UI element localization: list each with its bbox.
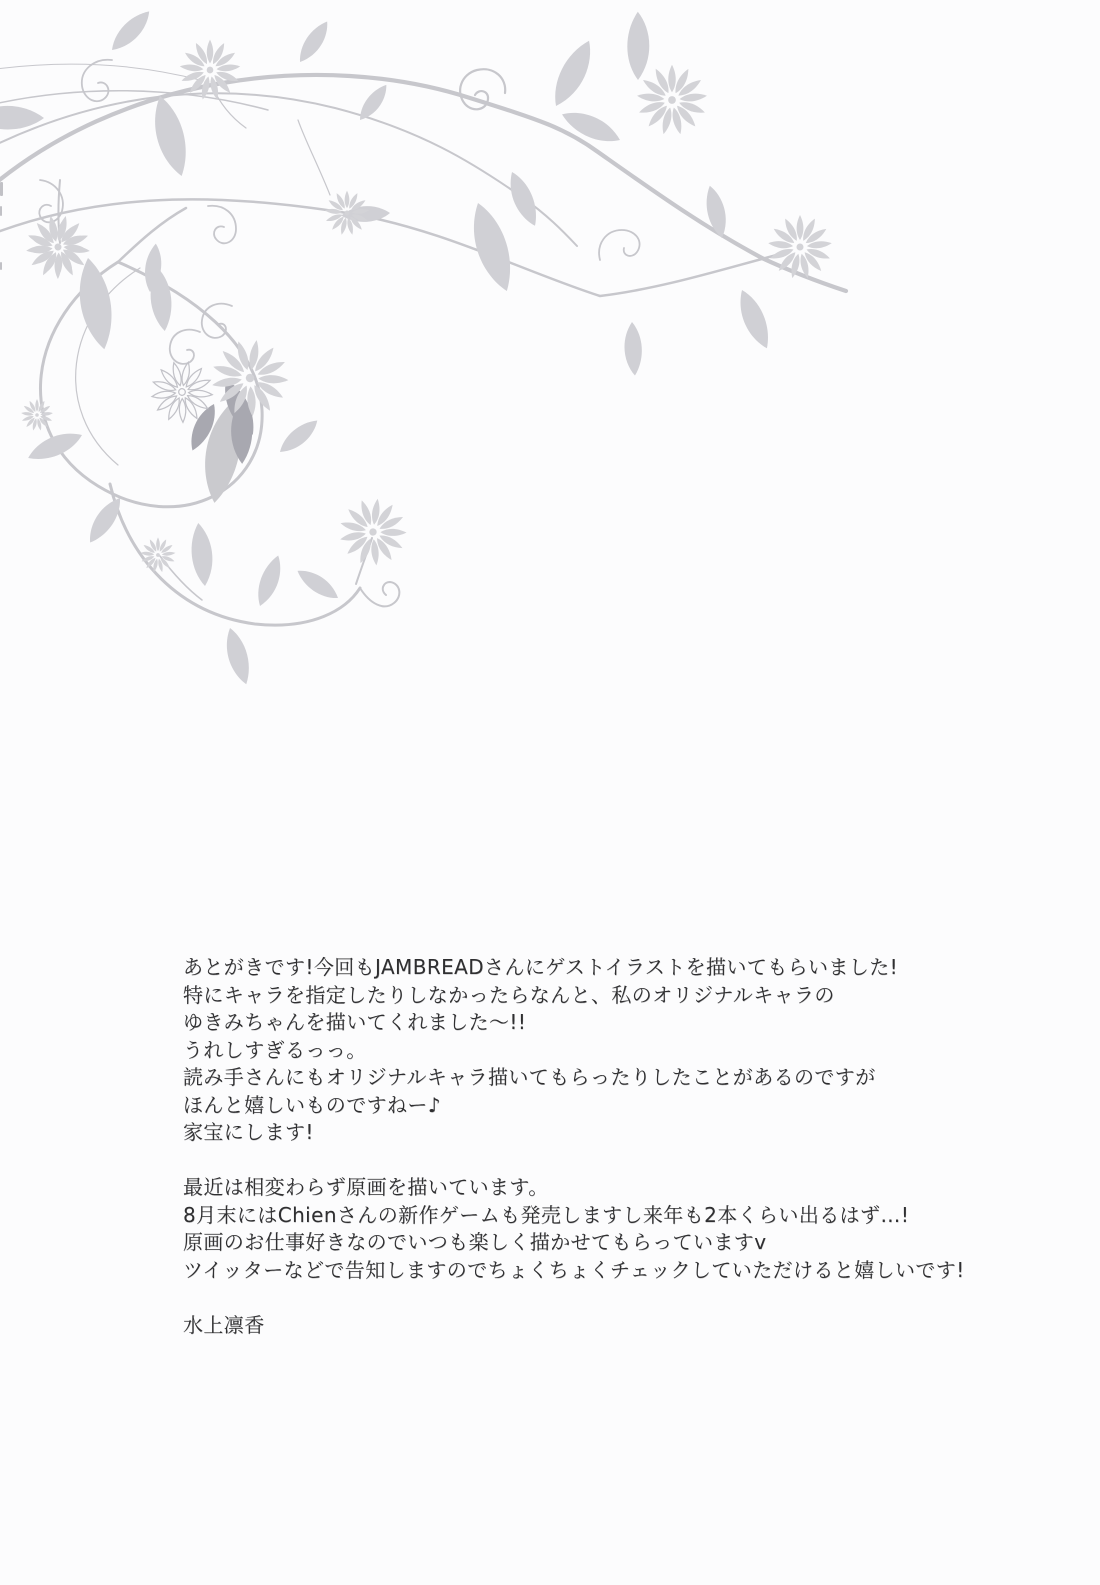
text-line: 読み手さんにもオリジナルキャラ描いてもらったりしたことがあるのですが <box>183 1065 876 1089</box>
floral-vine-ornament <box>0 0 1100 760</box>
text-line: 原画のお仕事好きなのでいつも楽しく描かせてもらっていますv <box>183 1230 767 1254</box>
scan-artifact <box>0 262 2 270</box>
afterword-text-block <box>183 954 1053 1339</box>
text-line: あとがきです!今回もJAMBREADさんにゲストイラストを描いてもらいました! <box>183 955 899 979</box>
scan-artifact <box>0 182 3 196</box>
text-line: 最近は相変わらず原画を描いています。 <box>183 1175 549 1199</box>
afterword-paragraph-1 <box>183 954 1053 1147</box>
text-line: 特にキャラを指定したりしなかったらなんと、私のオリジナルキャラの <box>183 982 835 1007</box>
text-line: ゆきみちゃんを描いてくれました〜!! <box>183 1010 527 1034</box>
text-line: 8月末にはChienさんの新作ゲームも発売しますし来年も2本くらい出るはず…! <box>183 1202 910 1227</box>
text-line: ツイッターなどで告知しますのでちょくちょくチェックしていただけると嬉しいです! <box>183 1257 965 1282</box>
daisy-flowers <box>19 40 832 573</box>
text-line: 家宝にします! <box>183 1120 314 1144</box>
text-line: ほんと嬉しいものですねー♪ <box>183 1092 441 1117</box>
text-line: うれしすぎるっっ。 <box>183 1037 367 1062</box>
afterword-paragraph-2 <box>183 1174 1053 1284</box>
author-signature: 水上凛香 <box>183 1312 265 1337</box>
vine-stems <box>0 60 846 625</box>
scan-artifact <box>0 206 2 216</box>
